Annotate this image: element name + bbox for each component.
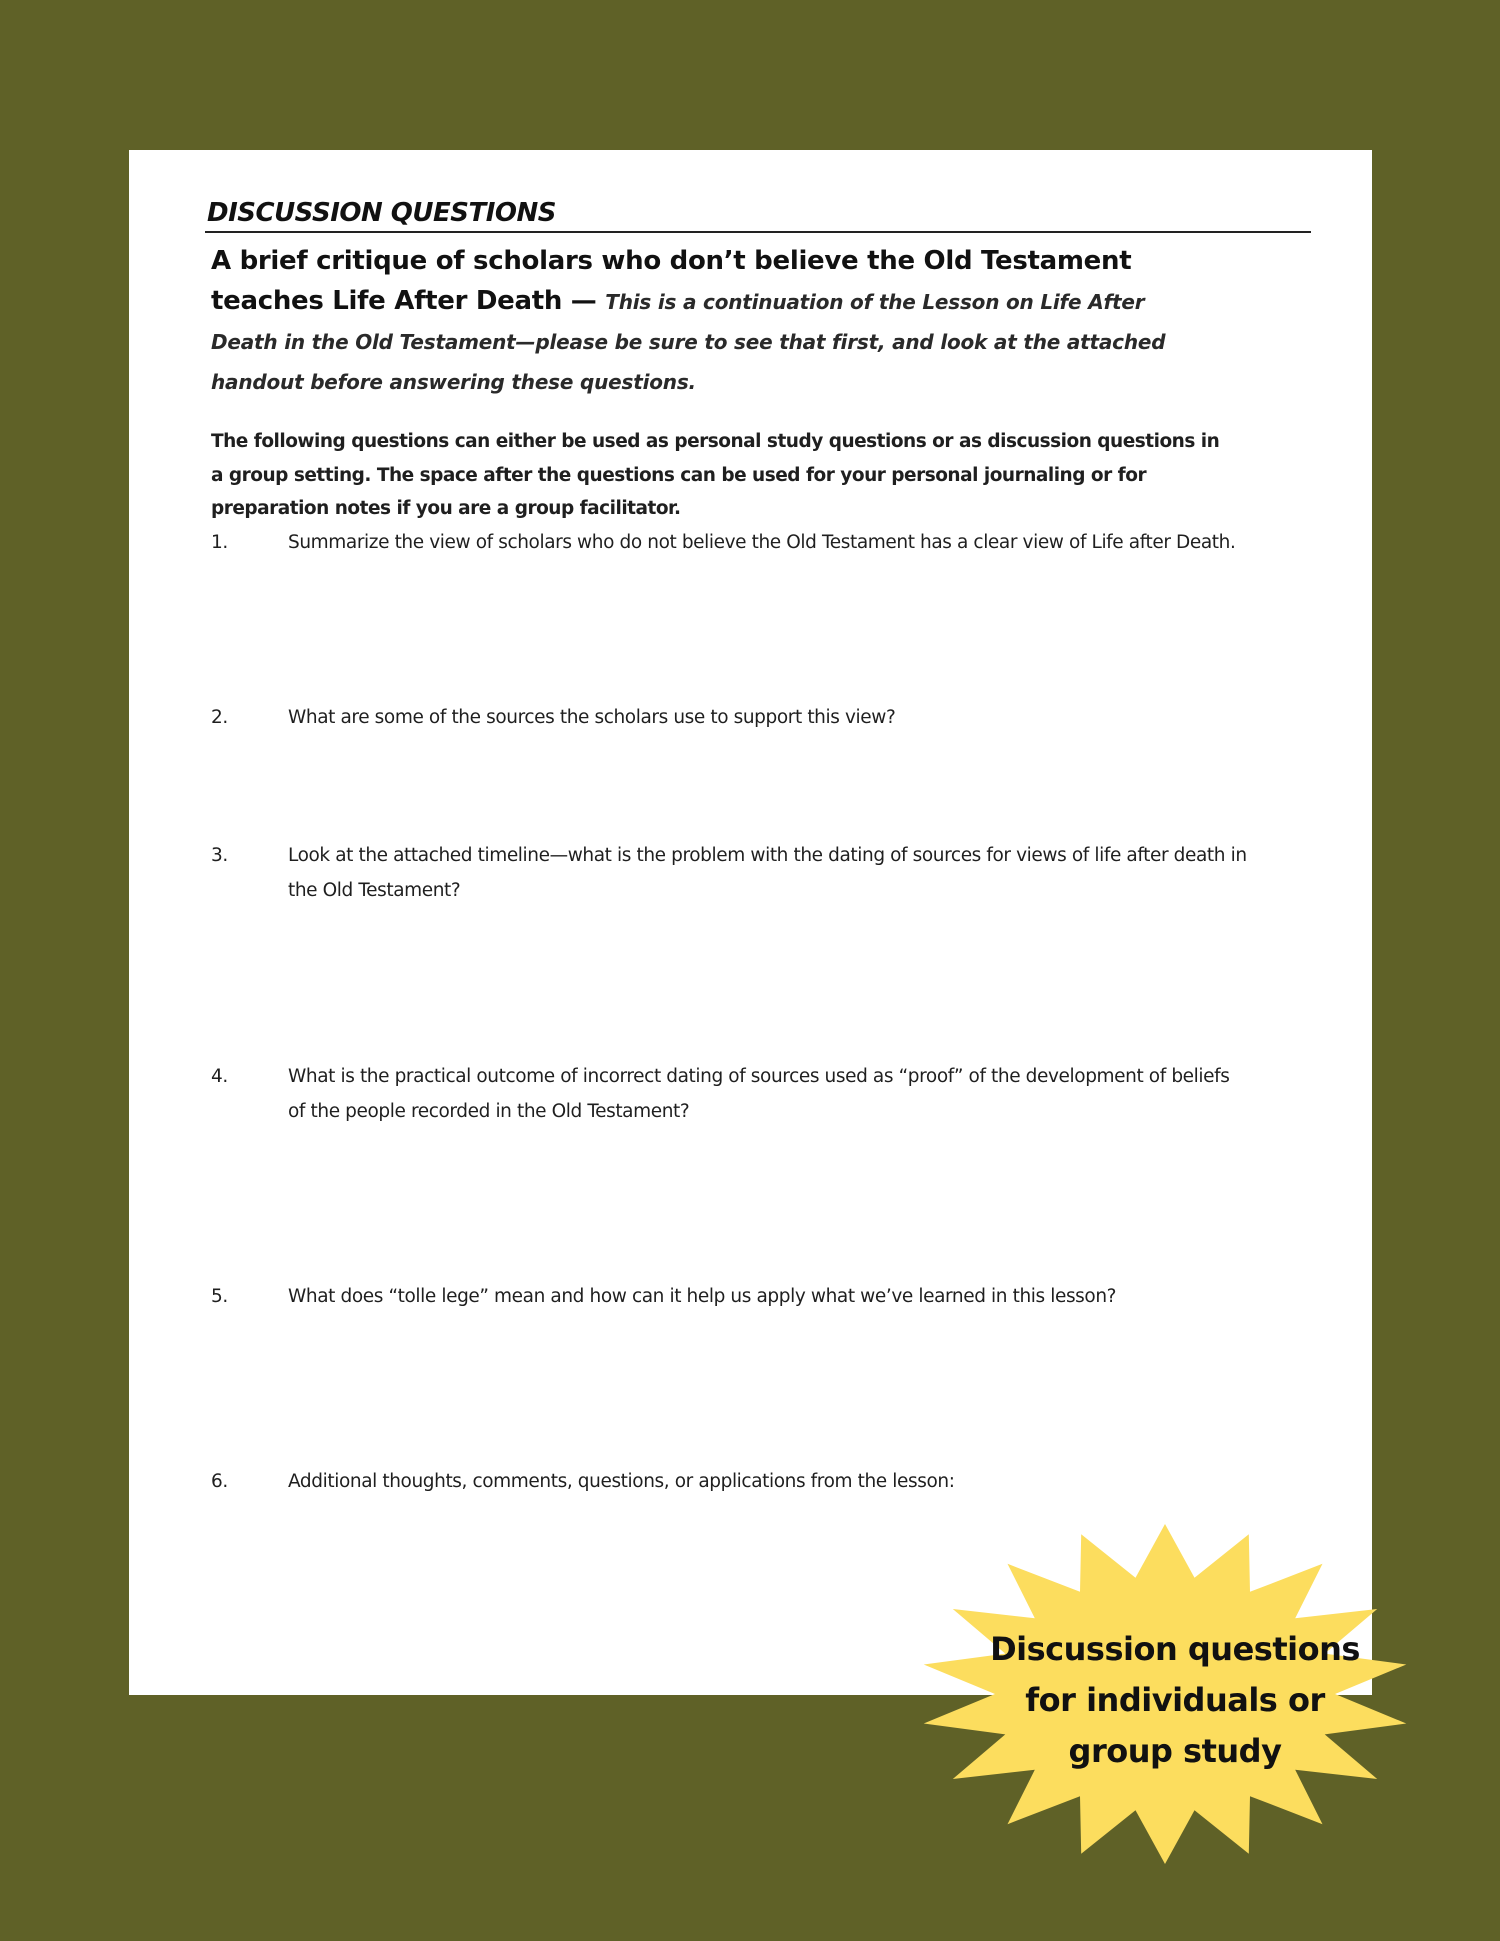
badge-text [975, 1624, 1375, 1777]
badge-line: group study [1068, 1732, 1282, 1770]
question-text: Look at the attached timeline—what is the problem with the dating of sources for views of life after death in the Old Testament? [288, 845, 1247, 901]
intro-paragraph: The following questions can either be used as personal study questions or as discussion questions in a group setting. The space after the questions can be used for your personal journaling or for preparation notes if you are a group facilitator. [211, 431, 1220, 519]
starburst-badge [915, 1524, 1415, 1864]
question-item [211, 838, 1251, 908]
question-number: 2. [211, 707, 228, 728]
question-item [211, 525, 1251, 560]
question-item [211, 1279, 1251, 1314]
badge-line: for individuals or [1025, 1681, 1325, 1719]
question-item [211, 1059, 1251, 1129]
lesson-title [205, 241, 1211, 401]
question-number: 1. [211, 532, 228, 553]
lesson-title-text: A brief critique of scholars who don’t believe the Old Testament teaches Life After Death — [211, 246, 1132, 316]
badge-line: Discussion questions [990, 1630, 1360, 1668]
question-number: 3. [211, 845, 228, 866]
question-text: What is the practical outcome of incorrect dating of sources used as “proof” of the development of beliefs of the people recorded in the Old Testament? [288, 1066, 1230, 1122]
question-number: 6. [211, 1471, 228, 1492]
lesson-subtitle: This is a continuation of the Lesson on Life After Death in the Old Testament—please be sure to see that first, and look at the attached handout before answering these questions. [211, 290, 1166, 394]
section-heading: DISCUSSION QUESTIONS [205, 198, 1311, 233]
question-number: 5. [211, 1286, 228, 1307]
document-content [205, 198, 1311, 526]
question-item [211, 1464, 1251, 1499]
question-text: Additional thoughts, comments, questions, or applications from the lesson: [288, 1471, 955, 1492]
question-item [211, 700, 1251, 735]
question-text: What are some of the sources the scholars use to support this view? [288, 707, 896, 728]
question-text: Summarize the view of scholars who do not believe the Old Testament has a clear view of Life after Death. [288, 532, 1236, 553]
document-page [129, 150, 1372, 1695]
question-number: 4. [211, 1066, 228, 1087]
question-text: What does “tolle lege” mean and how can it help us apply what we’ve learned in this lesson? [288, 1286, 1117, 1307]
